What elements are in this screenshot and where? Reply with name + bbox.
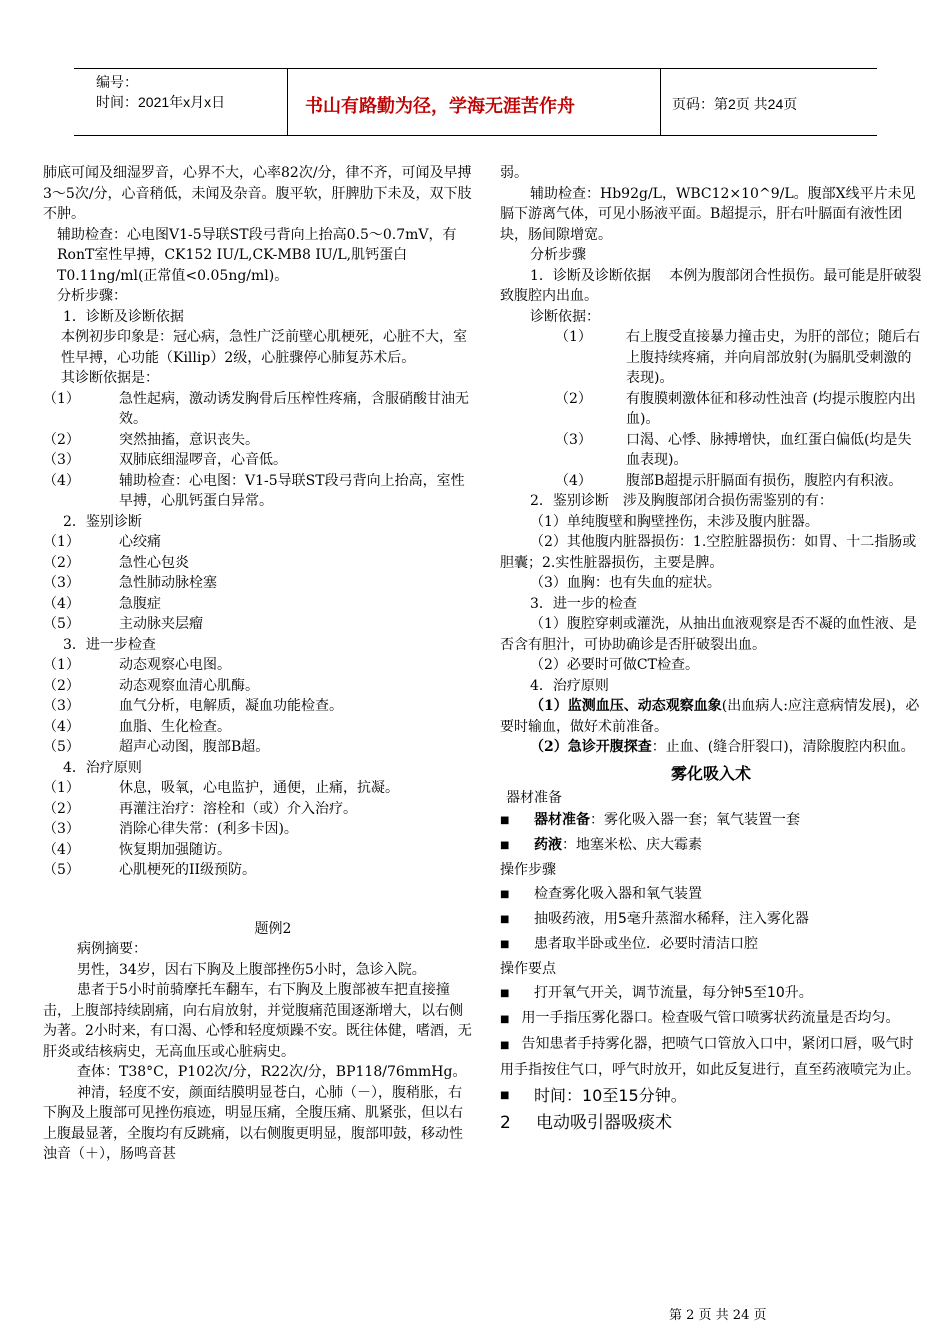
bullet-icon: ■ — [500, 889, 510, 900]
bullet-icon: ■ — [500, 1090, 510, 1101]
differential-list — [43, 532, 473, 635]
paragraph: 男性，34岁，因右下胸及上腹部挫伤5小时，急诊入院。 — [77, 961, 426, 978]
section-title-nebulization: 雾化吸入术 — [670, 763, 751, 783]
basis-list — [500, 327, 922, 491]
paragraph: （1）腹腔穿刺或灌洗，从抽出血液观察是否不凝的血性液、是否含有胆汁，可协助确诊是否肝破裂出血。 — [500, 616, 917, 653]
bold-phrase: 器材准备 — [534, 812, 590, 828]
bullet-item — [500, 907, 922, 932]
bullet-paragraph — [500, 1032, 922, 1082]
paragraph: 辅助检查：心电图V1-5导联ST段弓背向上抬高0.5～0.7mV，有RonT室性早搏，CK152 IU/L,CK-MB8 IU/L,肌钙蛋白T0.11ng/ml(正常值<0.05ng/ml)。 — [57, 226, 457, 284]
header-motto: 书山有路勤为径，学海无涯苦作舟 — [305, 96, 575, 117]
paragraph: 3．进一步的检查 — [530, 595, 637, 612]
header-divider-left — [287, 68, 288, 136]
list-item: （2） 再灌注治疗：溶栓和（或）介入治疗。 — [43, 800, 357, 817]
paragraph: （3）血胸：也有失血的症状。 — [530, 575, 721, 591]
bullet-item — [500, 932, 922, 957]
bullet-icon: ■ — [500, 1014, 510, 1025]
list-item: （5） 超声心动图，腹部B超。 — [43, 739, 270, 755]
list-item: （3） 急性肺动脉栓塞 — [43, 575, 217, 591]
list-item: （1） 休息，吸氧，心电监护，通便，止痛，抗凝。 — [43, 780, 399, 796]
bullet-text: ：雾化吸入器一套；氧气装置一套 — [590, 812, 800, 828]
paragraph-text: (出血病人:应注意病情发展)，必要时输血，做好术前准备。 — [500, 698, 920, 735]
subheading-steps: 操作步骤 — [500, 862, 556, 878]
paragraph: 分析步骤 — [530, 247, 586, 263]
header-code: 编号： — [96, 74, 138, 90]
page-footer: 第 2 页 共 24 页 — [669, 1308, 767, 1323]
paragraph: 诊断依据： — [530, 308, 600, 325]
section-number: 2 — [500, 1113, 511, 1133]
paragraph: 4．治疗原则 — [530, 677, 609, 694]
bullet-text: 患者取半卧或坐位．必要时清洁口腔 — [534, 936, 758, 952]
heading-further-exam: 3．进一步检查 — [63, 636, 156, 653]
list-item: （1） 右上腹受直接暴力撞击史，为肝的部位；随后右上腹持续疼痛，并向肩部放射(为膈肌受刺激的表现)。 — [555, 329, 920, 386]
case2-summary-label: 病例摘要： — [77, 941, 147, 957]
section-heading-text: 电动吸引器吸痰术 — [536, 1113, 672, 1133]
exam-list — [43, 655, 473, 758]
list-item: （4） 急腹症 — [43, 595, 161, 612]
bullet-text: ：地塞米松、庆大霉素 — [562, 837, 702, 853]
paragraph: 查体：T38°C，P102次/分，R22次/分，BP118/76mmHg。 — [77, 1064, 467, 1080]
bullet-text: 检查雾化吸入器和氧气装置 — [534, 886, 702, 902]
bullet-item — [500, 833, 922, 858]
bullet-item — [500, 808, 922, 833]
paragraph: 本例初步印象是：冠心病，急性广泛前壁心肌梗死，心脏不大，室性早搏，心功能（Killip）2级，心脏骤停心肺复苏术后。 — [61, 329, 467, 366]
bold-phrase: （1）监测血压、动态观察血象 — [530, 698, 722, 714]
bullet-icon: ■ — [500, 939, 510, 950]
list-item: （3） 消除心律失常：(利多卡因)。 — [43, 821, 298, 837]
paragraph: （2）必要时可做CT检查。 — [530, 657, 699, 673]
list-item: （1） 急性起病，激动诱发胸骨后压榨性疼痛，含服硝酸甘油无效。 — [43, 390, 469, 427]
heading-treatment: 4．治疗原则 — [63, 759, 142, 776]
list-item: （2） 动态观察血清心肌酶。 — [43, 677, 259, 694]
list-item: （4） 辅助检查：心电图：V1-5导联ST段弓背向上抬高，室性早搏，心肌钙蛋白异常。 — [43, 472, 465, 509]
header-page: 页码：第2页 共24页 — [672, 96, 798, 112]
heading-differential: 2．鉴别诊断 — [63, 513, 142, 530]
list-item: （3） 双肺底细湿啰音，心音低。 — [43, 452, 287, 468]
list-item: （4） 腹部B超提示肝膈面有损伤，腹腔内有积液。 — [555, 472, 903, 489]
paragraph: 1．诊断及诊断依据 本例为腹部闭合性损伤。最可能是肝破裂致腹腔内出血。 — [500, 267, 922, 304]
bold-phrase: （2）急诊开腹探查 — [530, 739, 652, 755]
bullet-item — [500, 981, 922, 1006]
bullet-text: 告知患者手持雾化器，把喷气口管放入口中，紧闭口唇，吸气时用手指按住气口，呼气时放开，如此反复进行，直至药液喷完为止。 — [500, 1036, 920, 1078]
paragraph: 2．鉴别诊断 涉及胸腹部闭合损伤需鉴别的有： — [530, 493, 833, 509]
next-section-heading — [500, 1110, 922, 1136]
diagnosis-basis-list — [43, 389, 473, 512]
list-item: （4） 血脂、生化检查。 — [43, 718, 231, 735]
paragraph: 神清，轻度不安，颜面结膜明显苍白，心肺（－），腹稍胀，右下胸及上腹部可见挫伤痕迹，明显压痛，全腹压痛、肌紧张，但以右上腹最显著，全腹均有反跳痛，以右侧腹更明显，腹部叩鼓，移动性浊音（＋），肠鸣音甚 — [43, 1084, 463, 1162]
paragraph: （2）其他腹内脏器损伤：1.空腔脏器损伤：如胃、十二指肠或胆囊；2.实性脏器损伤，主要是脾。 — [500, 534, 917, 571]
paragraph: （1）单纯腹壁和胸壁挫伤，未涉及腹内脏器。 — [530, 513, 819, 530]
list-item: （3） 血气分析，电解质，凝血功能检查。 — [43, 698, 343, 714]
paragraph: 患者于5小时前骑摩托车翻车，右下胸及上腹部被车把直接撞击，上腹部持续剧痛，向右肩放射，并觉腹痛范围逐渐增大，以右侧为著。2小时来，有口渴、心悸和轻度烦躁不安。既往体健，嗜酒，无肝炎或结核病史，无高血压或心脏病史。 — [43, 982, 472, 1060]
paragraph: 弱。 — [500, 165, 528, 181]
bullet-paragraph — [500, 1006, 922, 1032]
paragraph-text: ：止血、(缝合肝裂口)，清除腹腔内积血。 — [651, 739, 915, 755]
paragraph: 分析步骤： — [57, 288, 127, 304]
list-item: （4） 恢复期加强随访。 — [43, 841, 231, 858]
right-column — [500, 163, 922, 1136]
bullet-text: 抽吸药液，用5毫升蒸溜水稀释，注入雾化器 — [534, 911, 809, 927]
bullet-text: 时间：10至15分钟。 — [534, 1086, 687, 1105]
bullet-item — [500, 1082, 922, 1110]
header-divider-right — [660, 68, 661, 136]
list-item: （1） 心绞痛 — [43, 534, 161, 550]
paragraph: 其诊断依据是： — [61, 370, 159, 386]
heading-diagnosis: 1．诊断及诊断依据 — [63, 308, 184, 325]
bullet-item — [500, 882, 922, 907]
bullet-icon: ■ — [500, 815, 510, 826]
list-item: （2） 突然抽搐，意识丧失。 — [43, 431, 259, 448]
bullet-icon: ■ — [500, 914, 510, 925]
list-item: （5） 心肌梗死的II级预防。 — [43, 862, 257, 878]
treatment-list — [43, 778, 473, 881]
case2-title: 题例2 — [254, 920, 292, 937]
bullet-icon: ■ — [500, 840, 510, 851]
bullet-icon: ■ — [500, 1040, 510, 1051]
bold-phrase: 药液 — [534, 837, 562, 853]
paragraph: 辅助检查：Hb92g/L，WBC12×10^9/L。腹部X线平片未见膈下游离气体，可见小肠液平面。B超提示，肝右叶膈面有液性团块，肠间隙增宽。 — [500, 185, 916, 243]
list-item: （5） 主动脉夹层瘤 — [43, 616, 203, 632]
paragraph: 肺底可闻及细湿罗音，心界不大，心率82次/分，律不齐，可闻及早搏3～5次/分，心音稍低，未闻及杂音。腹平软，肝脾肋下未及，双下肢不肿。 — [43, 165, 472, 222]
list-item: （1） 动态观察心电图。 — [43, 657, 231, 673]
header-time: 时间：2021年x月x日 — [96, 94, 226, 110]
paragraph — [500, 696, 922, 737]
subheading-equipment: 器材准备 — [506, 789, 562, 806]
list-item: （3） 口渴、心悸、脉搏增快，血红蛋白偏低(均是失血表现)。 — [555, 431, 912, 468]
subheading-key-points: 操作要点 — [500, 961, 556, 977]
header-top-border — [74, 68, 877, 69]
bullet-icon: ■ — [500, 988, 510, 999]
bullet-text: 打开氧气开关，调节流量，每分钟5至10升。 — [534, 985, 813, 1001]
bullet-text: 用一手指压雾化器口。检查吸气管口喷雾状药流量是否均匀。 — [521, 1010, 900, 1026]
list-item: （2） 有腹膜刺激体征和移动性浊音 (均提示腹腔内出血)。 — [555, 390, 916, 427]
header-bottom-border — [74, 135, 877, 136]
list-item: （2） 急性心包炎 — [43, 554, 189, 571]
paragraph — [500, 737, 922, 758]
left-column — [43, 163, 473, 1165]
